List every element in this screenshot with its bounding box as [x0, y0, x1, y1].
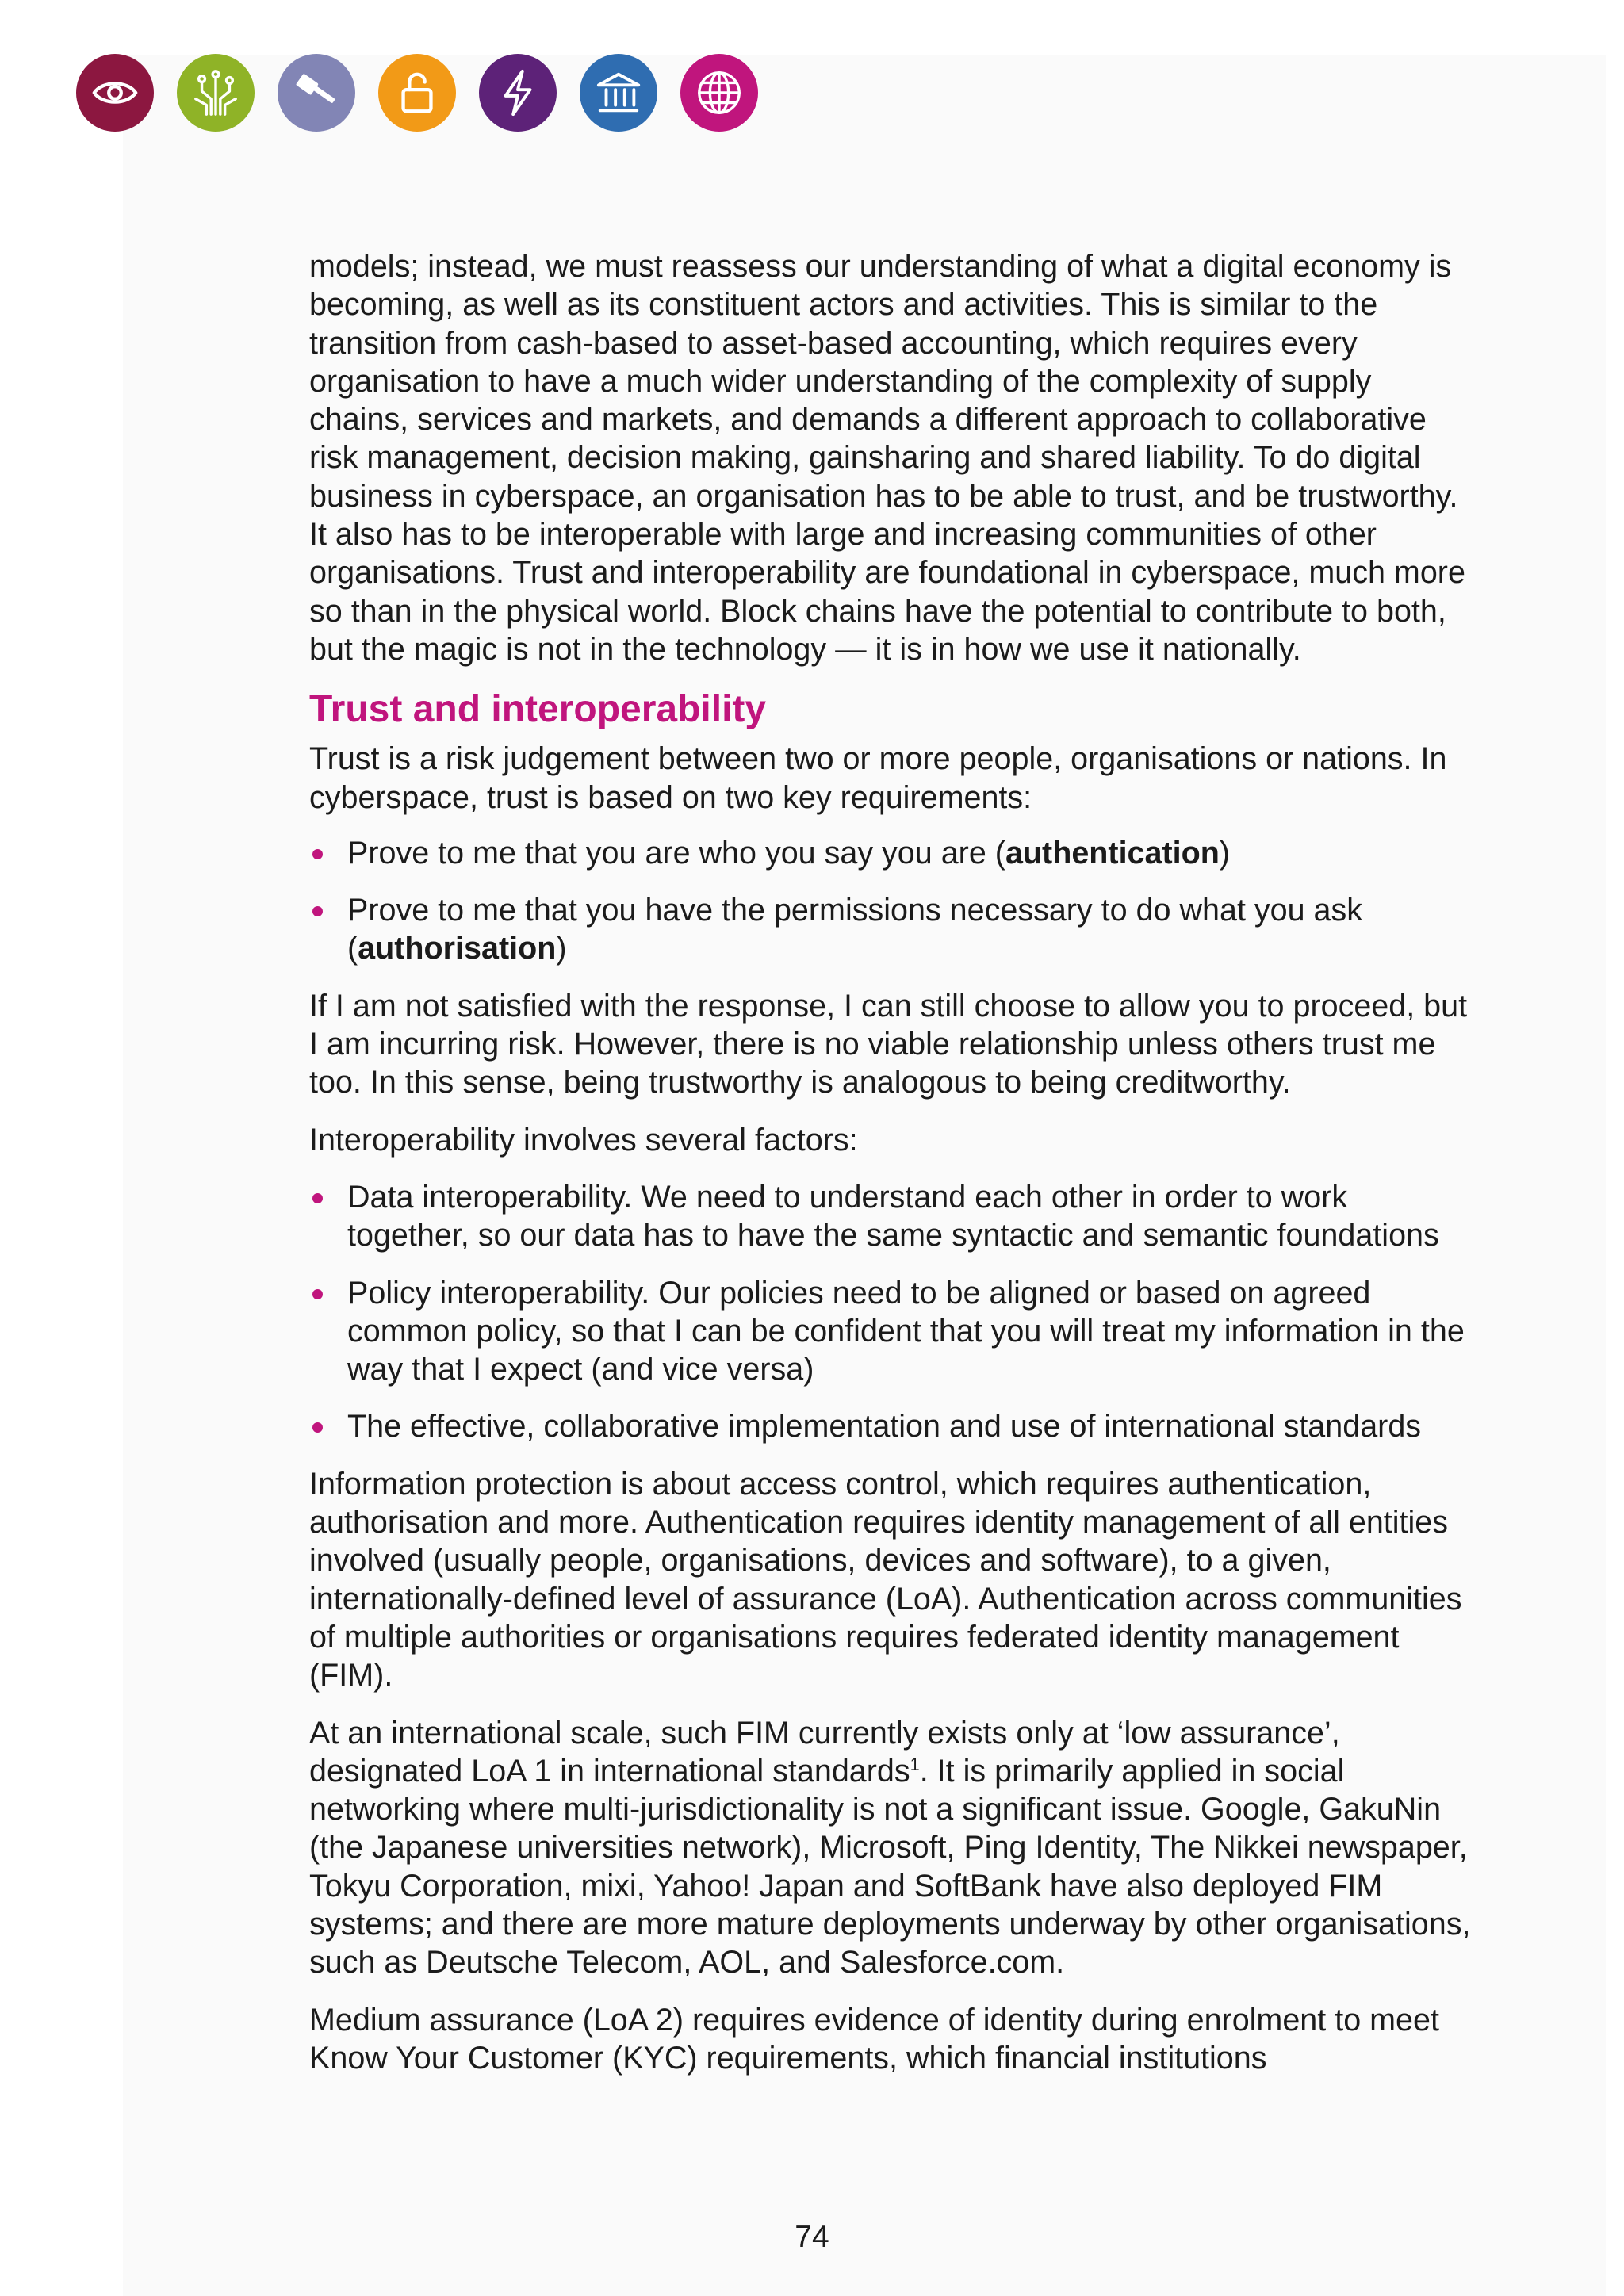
risk-paragraph: If I am not satisfied with the response, I can still choose to allow you to proceed, but I am incurring risk. However, there is no viable relationship unless others trust me too. In this sense, being trustworthy is analogous to being creditworthy.	[309, 988, 1468, 1100]
intro-paragraph: models; instead, we must reassess our understanding of what a digital economy is becoming, as well as its constituent actors and activities. This is similar to the transition from cash-based to asset-based accounting, which requires every organisation to have a much wider understanding of the complexity of supply chains, services and markets, and demands a different approach to collaborative risk management, decision making, gainsharing and shared liability. To do digital business in cyberspace, an organisation has to be able to trust, and be trustworthy. It also has to be interoperable with large and increasing communities of other organisations. Trust and interoperability are foundational in cyberspace, much more so than in the physical world. Block chains have the potential to contribute to both, but the magic is not in the technology — it is in how we use it nationally.	[309, 249, 1465, 667]
bold-term: authorisation	[358, 931, 557, 966]
interoperability-intro: Interoperability involves several factors:	[309, 1122, 858, 1158]
trust-requirements-list	[309, 834, 1475, 968]
bullet-text-end: )	[1219, 835, 1231, 871]
list-item: The effective, collaborative implementation and use of international standards	[309, 1407, 1475, 1445]
list-item	[309, 891, 1475, 968]
bullet-text: Prove to me that you have the permissions necessary to do what you ask (	[347, 893, 1363, 966]
padlock-icon	[378, 54, 456, 132]
interoperability-factors-list	[309, 1178, 1475, 1446]
list-item: Data interoperability. We need to understand each other in order to work together, so our data has to have the same syntactic and semantic foundations	[309, 1178, 1475, 1255]
trust-paragraph: Trust is a risk judgement between two or more people, organisations or nations. In cyberspace, trust is based on two key requirements:	[309, 741, 1447, 815]
fim-paragraph-end: . It is primarily applied in social networking where multi-jurisdictionality is not a significant issue. Google, GakuNin (the Japanese universities network), Microsoft, Ping Identity, The Nikkei newspaper, Tokyu Corporation, mixi, Yahoo! Japan and SoftBank have also deployed FIM systems; and there are more mature deployments underway by other organisations, such as Deutsche Telecom, AOL, and Salesforce.com.	[309, 1753, 1471, 1980]
gavel-icon	[278, 54, 355, 132]
information-protection-paragraph: Information protection is about access control, which requires authentication, authorisation and more. Authentication requires identity management of all entities involved (usually people, organisations, devices and software), to a given, internationally-defined level of assurance (LoA). Authentication across communities of multiple authorities or organisations requires federated identity management (FIM).	[309, 1466, 1462, 1693]
globe-icon	[680, 54, 758, 132]
lightning-icon	[479, 54, 557, 132]
medium-assurance-paragraph: Medium assurance (LoA 2) requires evidence of identity during enrolment to meet Know Your Customer (KYC) requirements, which financial institutions	[309, 2002, 1439, 2076]
bullet-text-end: )	[556, 931, 567, 966]
page-number: 74	[795, 2220, 829, 2254]
fim-paragraph	[309, 1714, 1475, 1982]
bank-icon	[580, 54, 657, 132]
footnote-marker[interactable]: 1	[910, 1754, 920, 1774]
circuit-icon	[177, 54, 255, 132]
fim-paragraph-start: At an international scale, such FIM currently exists only at ‘low assurance’, designated LoA 1 in international standards	[309, 1715, 1340, 1789]
section-heading: Trust and interoperability	[309, 688, 767, 731]
bullet-text: Prove to me that you are who you say you are (	[347, 835, 1005, 871]
list-item	[309, 834, 1475, 872]
list-item: Policy interoperability. Our policies need to be aligned or based on agreed common policy, so that I can be confident that you will treat my information in the way that I expect (and vice versa)	[309, 1274, 1475, 1389]
bold-term: authentication	[1005, 835, 1220, 871]
eye-icon	[76, 54, 154, 132]
main-content	[309, 247, 1475, 2096]
